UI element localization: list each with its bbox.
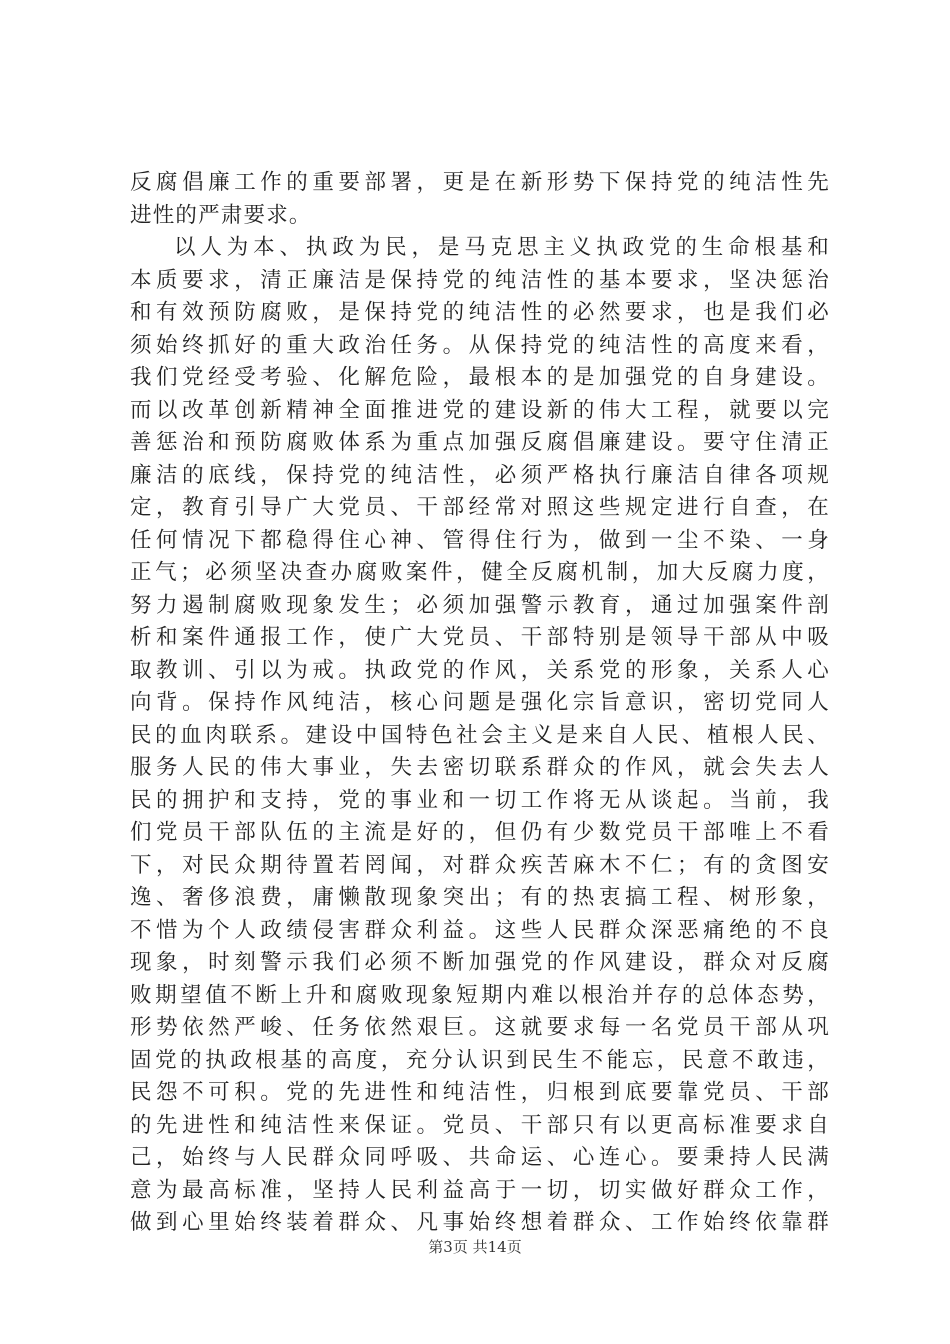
- text-line: 服务人民的伟大事业，失去密切联系群众的作风，就会失去人: [130, 755, 830, 780]
- text-line: 析和案件通报工作，使广大党员、干部特别是领导干部从中吸: [130, 625, 830, 650]
- text-line: 进性的严肃要求。: [130, 202, 312, 228]
- text-line: 民的血肉联系。建设中国特色社会主义是来自人民、植根人民、: [130, 722, 830, 748]
- text-line: 己，始终与人民群众同呼吸、共命运、心连心。要秉持人民满: [130, 1145, 830, 1170]
- text-line: 们党员干部队伍的主流是好的，但仍有少数党员干部唯上不看: [130, 820, 830, 845]
- text-line: 形势依然严峻、任务依然艰巨。这就要求每一名党员干部从巩: [130, 1015, 830, 1040]
- text-line: 做到心里始终装着群众、凡事始终想着群众、工作始终依靠群: [130, 1210, 830, 1235]
- body-text: [130, 167, 830, 1240]
- text-line: 现象，时刻警示我们必须不断加强党的作风建设，群众对反腐: [130, 950, 830, 975]
- paragraph-first-line: 以人为本、执政为民，是马克思主义执政党的生命根基和: [174, 235, 830, 260]
- text-line: 和有效预防腐败，是保持党的纯洁性的必然要求，也是我们必: [130, 300, 830, 325]
- text-line: 民的拥护和支持，党的事业和一切工作将无从谈起。当前，我: [130, 787, 830, 813]
- text-line: 本质要求，清正廉洁是保持党的纯洁性的基本要求，坚决惩治: [130, 267, 830, 293]
- text-line: 下，对民众期待置若罔闻，对群众疾苦麻木不仁；有的贪图安: [130, 852, 830, 878]
- text-line: 意为最高标准，坚持人民利益高于一切，切实做好群众工作，: [130, 1177, 830, 1203]
- text-line: 我们党经受考验、化解危险，最根本的是加强党的自身建设。: [130, 365, 830, 390]
- page-number-footer: 第3页 共14页: [428, 1238, 522, 1256]
- text-line: 廉洁的底线，保持党的纯洁性，必须严格执行廉洁自律各项规: [130, 462, 830, 488]
- text-line: 须始终抓好的重大政治任务。从保持党的纯洁性的高度来看，: [130, 332, 830, 358]
- text-line: 而以改革创新精神全面推进党的建设新的伟大工程，就要以完: [130, 397, 830, 423]
- text-line: 正气；必须坚决查办腐败案件，健全反腐机制，加大反腐力度，: [130, 560, 830, 585]
- text-line: 不惜为个人政绩侵害群众利益。这些人民群众深恶痛绝的不良: [130, 917, 830, 943]
- text-line: 定，教育引导广大党员、干部经常对照这些规定进行自查，在: [130, 495, 830, 520]
- text-line: 取教训、引以为戒。执政党的作风，关系党的形象，关系人心: [130, 657, 830, 683]
- text-line: 善惩治和预防腐败体系为重点加强反腐倡廉建设。要守住清正: [130, 430, 830, 455]
- text-line: 固党的执政根基的高度，充分认识到民生不能忘，民意不敢违，: [130, 1047, 830, 1073]
- text-line: 反腐倡廉工作的重要部署，更是在新形势下保持党的纯洁性先: [130, 170, 830, 195]
- text-line: 逸、奢侈浪费，庸懒散现象突出；有的热衷搞工程、树形象，: [130, 885, 830, 910]
- text-line: 任何情况下都稳得住心神、管得住行为，做到一尘不染、一身: [130, 527, 830, 553]
- text-line: 努力遏制腐败现象发生；必须加强警示教育，通过加强案件剖: [130, 592, 830, 618]
- text-line: 向背。保持作风纯洁，核心问题是强化宗旨意识，密切党同人: [130, 690, 830, 715]
- text-line: 败期望值不断上升和腐败现象短期内难以根治并存的总体态势，: [130, 982, 830, 1008]
- text-line: 民怨不可积。党的先进性和纯洁性，归根到底要靠党员、干部: [130, 1080, 830, 1105]
- text-line: 的先进性和纯洁性来保证。党员、干部只有以更高标准要求自: [130, 1112, 830, 1138]
